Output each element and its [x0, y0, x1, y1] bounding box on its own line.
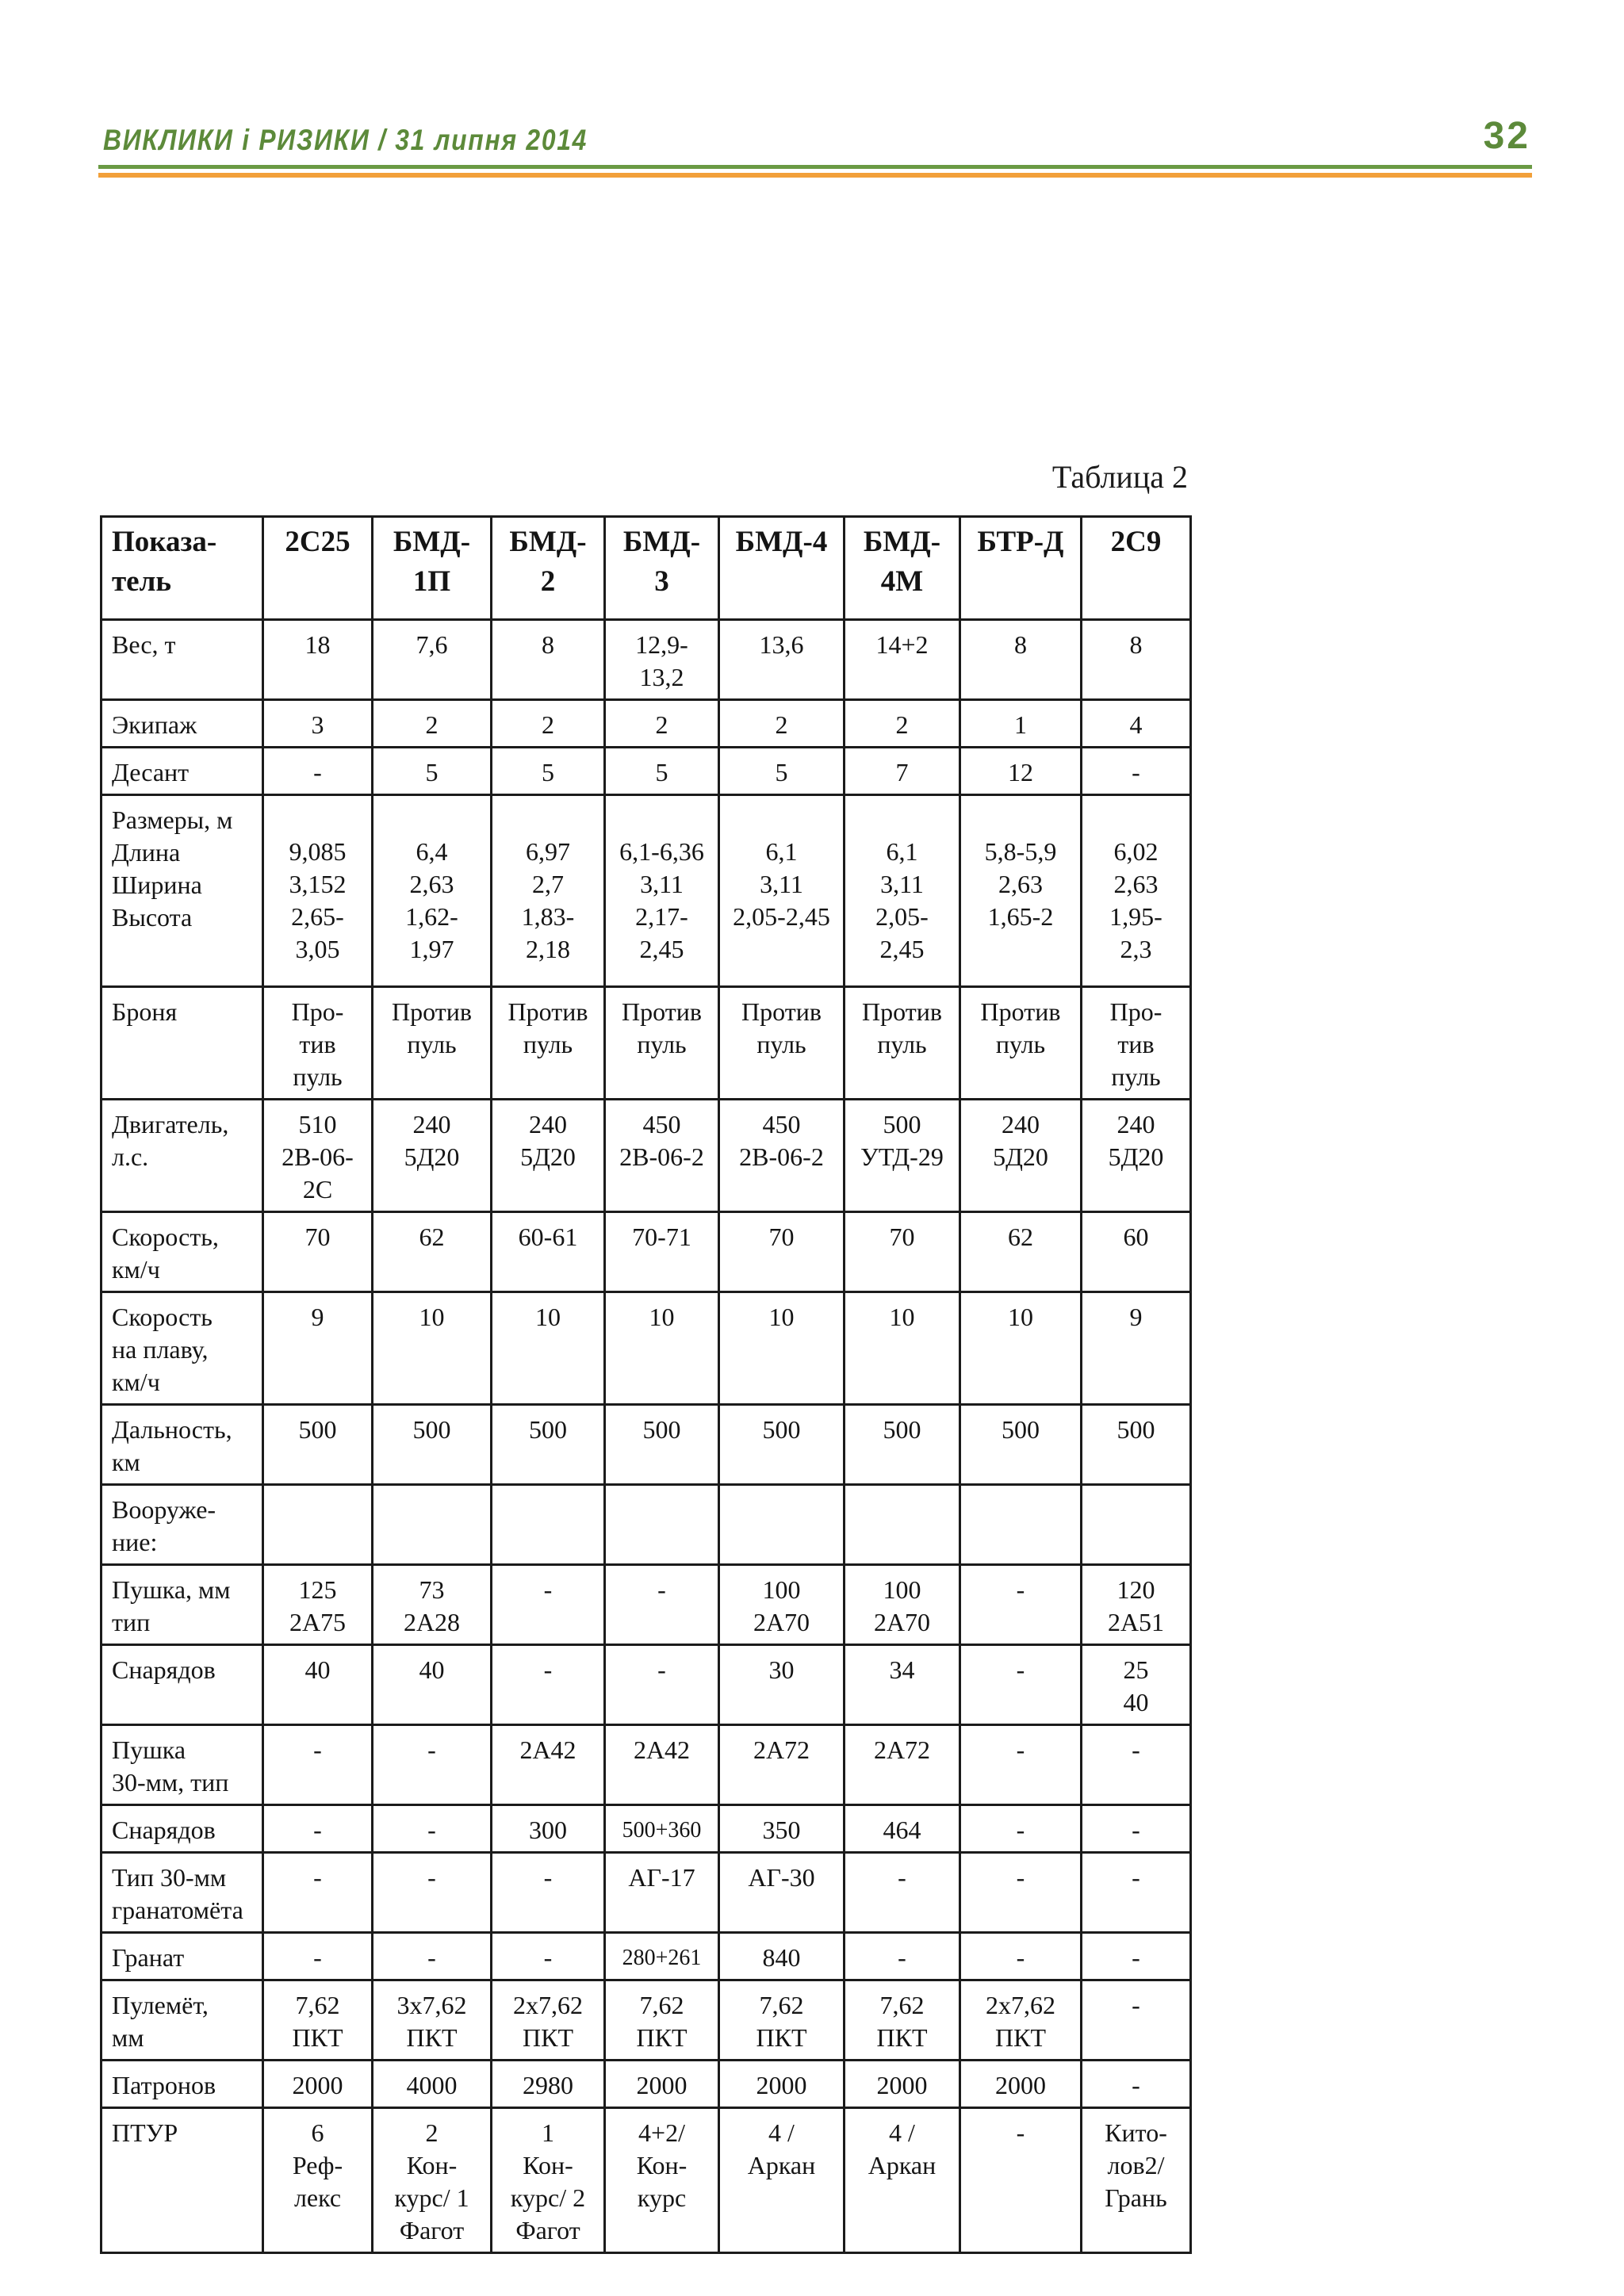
cell-bmd-3: 2	[605, 700, 719, 748]
cell-bmd-4m: 4 / Аркан	[845, 2108, 960, 2253]
page-number: 32	[1483, 115, 1530, 157]
cell-btr-d: 12	[960, 748, 1082, 795]
cell-2s25: Про- тив пуль	[263, 987, 373, 1100]
cell-bmd-2: 240 5Д20	[492, 1100, 605, 1212]
cell-bmd-4m: 7	[845, 748, 960, 795]
cell-bmd-4m: 2	[845, 700, 960, 748]
row-label: Скорость, км/ч	[102, 1212, 263, 1292]
cell-bmd-2: Против пуль	[492, 987, 605, 1100]
row-label: Пушка 30-мм, тип	[102, 1725, 263, 1805]
cell-bmd-2: -	[492, 1645, 605, 1725]
column-header-bmd-4: БМД-4	[719, 517, 845, 620]
cell-2s9: -	[1082, 2061, 1191, 2108]
cell-bmd-4m: 6,1 3,11 2,05- 2,45	[845, 795, 960, 987]
row-label: Броня	[102, 987, 263, 1100]
row-label: Вес, т	[102, 620, 263, 700]
cell-bmd-1p: 3х7,62 ПКТ	[373, 1980, 492, 2061]
cell-2s9: 25 40	[1082, 1645, 1191, 1725]
cell-bmd-4m: 2А72	[845, 1725, 960, 1805]
cell-bmd-2: 8	[492, 620, 605, 700]
cell-btr-d: -	[960, 1853, 1082, 1933]
cell-bmd-2: 60-61	[492, 1212, 605, 1292]
cell-2s25: 9,085 3,152 2,65- 3,05	[263, 795, 373, 987]
column-header-bmd-2: БМД- 2	[492, 517, 605, 620]
cell-2s9: 9	[1082, 1292, 1191, 1405]
page-header	[98, 115, 1532, 166]
cell-bmd-2: 2А42	[492, 1725, 605, 1805]
table-row	[102, 700, 1191, 748]
journal-title: ВИКЛИКИ і РИЗИКИ / 31 липня 2014	[103, 124, 588, 156]
cell-2s25: -	[263, 1805, 373, 1853]
cell-2s25: 9	[263, 1292, 373, 1405]
cell-2s9: 4	[1082, 700, 1191, 748]
cell-2s9: -	[1082, 748, 1191, 795]
header-rule-green	[98, 165, 1532, 169]
row-label: Тип 30-мм гранатомёта	[102, 1853, 263, 1933]
cell-btr-d	[960, 1485, 1082, 1565]
cell-bmd-4: Против пуль	[719, 987, 845, 1100]
cell-btr-d: Против пуль	[960, 987, 1082, 1100]
cell-bmd-2: 5	[492, 748, 605, 795]
cell-bmd-3: 4+2/ Кон- курс	[605, 2108, 719, 2253]
cell-bmd-1p: -	[373, 1933, 492, 1980]
cell-btr-d: -	[960, 1933, 1082, 1980]
cell-2s9: -	[1082, 1853, 1191, 1933]
cell-btr-d: 62	[960, 1212, 1082, 1292]
table-row	[102, 1645, 1191, 1725]
cell-bmd-1p: -	[373, 1805, 492, 1853]
table-row	[102, 1980, 1191, 2061]
cell-2s25: 18	[263, 620, 373, 700]
cell-bmd-1p: 2	[373, 700, 492, 748]
cell-bmd-3: Против пуль	[605, 987, 719, 1100]
cell-bmd-1p: 73 2А28	[373, 1565, 492, 1645]
cell-bmd-4m: 500 УТД-29	[845, 1100, 960, 1212]
cell-bmd-4m: 7,62 ПКТ	[845, 1980, 960, 2061]
cell-bmd-2: 500	[492, 1405, 605, 1485]
cell-2s9: Про- тив пуль	[1082, 987, 1191, 1100]
cell-btr-d: 8	[960, 620, 1082, 700]
cell-2s9: -	[1082, 1933, 1191, 1980]
column-header-2s9: 2С9	[1082, 517, 1191, 620]
row-label: Двигатель, л.с.	[102, 1100, 263, 1212]
table-row	[102, 2108, 1191, 2253]
cell-bmd-4: 5	[719, 748, 845, 795]
column-header-parameter: Показа- тель	[102, 517, 263, 620]
cell-bmd-3: 7,62 ПКТ	[605, 1980, 719, 2061]
cell-2s25: 2000	[263, 2061, 373, 2108]
cell-bmd-3: 6,1-6,36 3,11 2,17- 2,45	[605, 795, 719, 987]
cell-bmd-1p: 62	[373, 1212, 492, 1292]
cell-btr-d: 1	[960, 700, 1082, 748]
cell-bmd-4: 100 2А70	[719, 1565, 845, 1645]
cell-bmd-1p: 240 5Д20	[373, 1100, 492, 1212]
cell-bmd-3: 450 2В-06-2	[605, 1100, 719, 1212]
cell-bmd-4m: 34	[845, 1645, 960, 1725]
row-label: Дальность, км	[102, 1405, 263, 1485]
cell-bmd-3: -	[605, 1565, 719, 1645]
cell-2s9: -	[1082, 1725, 1191, 1805]
cell-bmd-4m: 464	[845, 1805, 960, 1853]
cell-btr-d: 240 5Д20	[960, 1100, 1082, 1212]
cell-bmd-4: АГ-30	[719, 1853, 845, 1933]
row-label: Снарядов	[102, 1805, 263, 1853]
cell-btr-d: -	[960, 1805, 1082, 1853]
cell-bmd-3: 70-71	[605, 1212, 719, 1292]
cell-2s9: 6,02 2,63 1,95- 2,3	[1082, 795, 1191, 987]
cell-2s25: 7,62 ПКТ	[263, 1980, 373, 2061]
cell-bmd-4: 4 / Аркан	[719, 2108, 845, 2253]
table-row	[102, 1853, 1191, 1933]
cell-bmd-1p: 2 Кон- курс/ 1 Фагот	[373, 2108, 492, 2253]
cell-bmd-3: 2000	[605, 2061, 719, 2108]
cell-2s25	[263, 1485, 373, 1565]
row-label: Пулемёт, мм	[102, 1980, 263, 2061]
table-row	[102, 1212, 1191, 1292]
cell-bmd-3: АГ-17	[605, 1853, 719, 1933]
cell-bmd-2: 1 Кон- курс/ 2 Фагот	[492, 2108, 605, 2253]
cell-bmd-2: 10	[492, 1292, 605, 1405]
cell-2s25: -	[263, 1933, 373, 1980]
cell-btr-d: 5,8-5,9 2,63 1,65-2	[960, 795, 1082, 987]
cell-bmd-4: 2А72	[719, 1725, 845, 1805]
specs-table	[100, 515, 1192, 2254]
cell-bmd-2	[492, 1485, 605, 1565]
column-header-bmd-1p: БМД- 1П	[373, 517, 492, 620]
cell-bmd-4: 10	[719, 1292, 845, 1405]
cell-2s25: 3	[263, 700, 373, 748]
cell-bmd-4m: Против пуль	[845, 987, 960, 1100]
cell-btr-d: -	[960, 1725, 1082, 1805]
cell-2s25: 510 2В-06- 2С	[263, 1100, 373, 1212]
row-label: Размеры, м Длина Ширина Высота	[102, 795, 263, 987]
cell-2s25: -	[263, 748, 373, 795]
row-label: Вооруже- ние:	[102, 1485, 263, 1565]
cell-bmd-4	[719, 1485, 845, 1565]
cell-bmd-1p: 10	[373, 1292, 492, 1405]
table-row	[102, 1805, 1191, 1853]
cell-bmd-3: 280+261	[605, 1933, 719, 1980]
cell-bmd-1p: 5	[373, 748, 492, 795]
cell-bmd-4: 30	[719, 1645, 845, 1725]
cell-btr-d: -	[960, 2108, 1082, 2253]
table-row	[102, 1100, 1191, 1212]
cell-bmd-3: 5	[605, 748, 719, 795]
table-row	[102, 987, 1191, 1100]
cell-2s9: 120 2А51	[1082, 1565, 1191, 1645]
cell-2s9: -	[1082, 1980, 1191, 2061]
cell-bmd-4: 840	[719, 1933, 845, 1980]
table-row	[102, 748, 1191, 795]
cell-bmd-4: 2	[719, 700, 845, 748]
cell-bmd-2: 2	[492, 700, 605, 748]
cell-bmd-1p: Против пуль	[373, 987, 492, 1100]
cell-bmd-4: 70	[719, 1212, 845, 1292]
cell-btr-d: 10	[960, 1292, 1082, 1405]
cell-bmd-4: 13,6	[719, 620, 845, 700]
cell-bmd-4m: 2000	[845, 2061, 960, 2108]
cell-2s25: -	[263, 1725, 373, 1805]
cell-bmd-4: 2000	[719, 2061, 845, 2108]
row-label: ПТУР	[102, 2108, 263, 2253]
cell-2s25: 500	[263, 1405, 373, 1485]
column-header-bmd-4m: БМД- 4М	[845, 517, 960, 620]
cell-btr-d: 2х7,62 ПКТ	[960, 1980, 1082, 2061]
row-label: Снарядов	[102, 1645, 263, 1725]
cell-bmd-4m: 10	[845, 1292, 960, 1405]
cell-bmd-2: -	[492, 1565, 605, 1645]
cell-bmd-3: 500	[605, 1405, 719, 1485]
cell-bmd-4: 350	[719, 1805, 845, 1853]
table-caption: Таблица 2	[1051, 459, 1188, 495]
cell-2s9	[1082, 1485, 1191, 1565]
cell-bmd-1p: 6,4 2,63 1,62- 1,97	[373, 795, 492, 987]
table-row	[102, 1292, 1191, 1405]
table-row	[102, 795, 1191, 987]
cell-btr-d: -	[960, 1645, 1082, 1725]
cell-bmd-1p: -	[373, 1853, 492, 1933]
cell-bmd-1p: 4000	[373, 2061, 492, 2108]
cell-bmd-3	[605, 1485, 719, 1565]
cell-bmd-3: 10	[605, 1292, 719, 1405]
table-row	[102, 1725, 1191, 1805]
cell-btr-d: 500	[960, 1405, 1082, 1485]
cell-bmd-2: 2980	[492, 2061, 605, 2108]
row-label: Патронов	[102, 2061, 263, 2108]
cell-bmd-4: 6,1 3,11 2,05-2,45	[719, 795, 845, 987]
cell-bmd-4m: 70	[845, 1212, 960, 1292]
column-header-bmd-3: БМД- 3	[605, 517, 719, 620]
cell-2s25: 70	[263, 1212, 373, 1292]
row-label: Пушка, мм тип	[102, 1565, 263, 1645]
cell-2s9: 8	[1082, 620, 1191, 700]
cell-bmd-4: 500	[719, 1405, 845, 1485]
cell-2s25: 125 2А75	[263, 1565, 373, 1645]
cell-bmd-3: -	[605, 1645, 719, 1725]
row-label: Гранат	[102, 1933, 263, 1980]
cell-bmd-1p: 500	[373, 1405, 492, 1485]
cell-bmd-4m	[845, 1485, 960, 1565]
cell-2s25: 40	[263, 1645, 373, 1725]
cell-2s9: 60	[1082, 1212, 1191, 1292]
cell-2s25: 6 Реф- лекс	[263, 2108, 373, 2253]
cell-bmd-2: 2х7,62 ПКТ	[492, 1980, 605, 2061]
column-header-2s25: 2С25	[263, 517, 373, 620]
table-row	[102, 620, 1191, 700]
cell-bmd-2: 6,97 2,7 1,83- 2,18	[492, 795, 605, 987]
cell-btr-d: 2000	[960, 2061, 1082, 2108]
table-row	[102, 1565, 1191, 1645]
table-row	[102, 1933, 1191, 1980]
cell-bmd-4m: 100 2А70	[845, 1565, 960, 1645]
cell-2s25: -	[263, 1853, 373, 1933]
table-row	[102, 2061, 1191, 2108]
cell-bmd-1p: -	[373, 1725, 492, 1805]
table-header-row	[102, 517, 1191, 620]
cell-2s9: -	[1082, 1805, 1191, 1853]
cell-bmd-4m: 14+2	[845, 620, 960, 700]
cell-bmd-4m: 500	[845, 1405, 960, 1485]
row-label: Десант	[102, 748, 263, 795]
cell-bmd-2: 300	[492, 1805, 605, 1853]
cell-bmd-2: -	[492, 1933, 605, 1980]
cell-bmd-4m: -	[845, 1853, 960, 1933]
cell-btr-d: -	[960, 1565, 1082, 1645]
cell-bmd-4m: -	[845, 1933, 960, 1980]
cell-bmd-4: 7,62 ПКТ	[719, 1980, 845, 2061]
cell-bmd-4: 450 2В-06-2	[719, 1100, 845, 1212]
cell-bmd-1p: 7,6	[373, 620, 492, 700]
cell-2s9: 240 5Д20	[1082, 1100, 1191, 1212]
column-header-btr-d: БТР-Д	[960, 517, 1082, 620]
cell-bmd-3: 500+360	[605, 1805, 719, 1853]
cell-2s9: Кито- лов2/ Грань	[1082, 2108, 1191, 2253]
table-row	[102, 1485, 1191, 1565]
cell-bmd-2: -	[492, 1853, 605, 1933]
table-row	[102, 1405, 1191, 1485]
cell-bmd-1p: 40	[373, 1645, 492, 1725]
header-rule-orange	[98, 173, 1532, 178]
row-label: Скорость на плаву, км/ч	[102, 1292, 263, 1405]
cell-2s9: 500	[1082, 1405, 1191, 1485]
row-label: Экипаж	[102, 700, 263, 748]
cell-bmd-1p	[373, 1485, 492, 1565]
cell-bmd-3: 12,9- 13,2	[605, 620, 719, 700]
cell-bmd-3: 2А42	[605, 1725, 719, 1805]
